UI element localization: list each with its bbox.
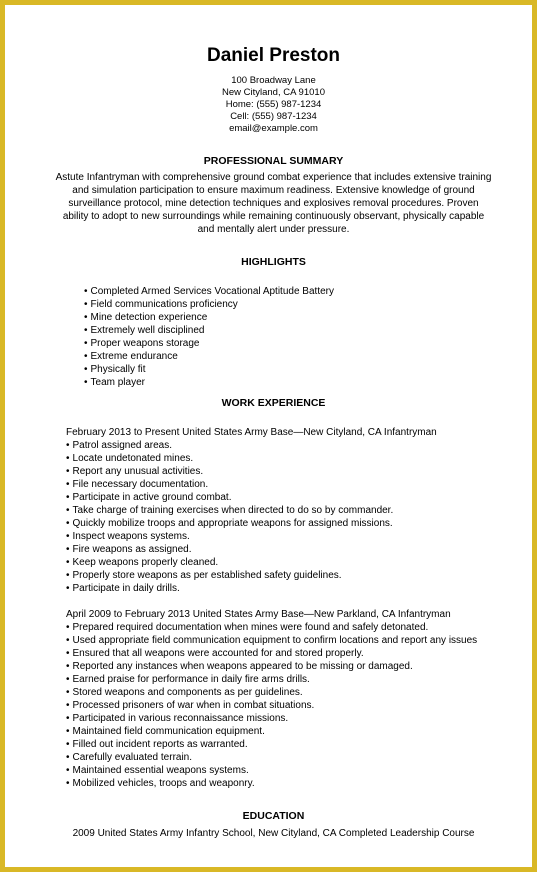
highlight-item: • Completed Armed Services Vocational Aptitude Battery <box>84 285 334 298</box>
education-entry: 2009 United States Army Infantry School, New Cityland, CA Completed Leadership Course <box>72 828 475 839</box>
highlight-item: • Extremely well disciplined <box>84 324 334 337</box>
resume-page <box>10 10 537 872</box>
candidate-name: Daniel Preston <box>206 45 341 66</box>
work-heading: WORK EXPERIENCE <box>221 397 326 409</box>
duty-item: • File necessary documentation. <box>66 478 393 491</box>
highlight-item: • Proper weapons storage <box>84 337 334 350</box>
highlight-item: • Physically fit <box>84 363 334 376</box>
duty-item: • Quickly mobilize troops and appropriate weapons for assigned missions. <box>66 517 393 530</box>
duty-item: • Take charge of training exercises when directed to do so by commander. <box>66 504 393 517</box>
duty-item: • Participated in various reconnaissance missions. <box>66 712 477 725</box>
contact-email: email@example.com <box>229 123 318 134</box>
education-heading: EDUCATION <box>242 810 305 822</box>
job-duties-list <box>66 621 477 790</box>
duty-item: • Processed prisoners of war when in combat situations. <box>66 699 477 712</box>
highlights-heading: HIGHLIGHTS <box>241 256 306 268</box>
contact-block <box>10 75 537 135</box>
highlight-item: • Field communications proficiency <box>84 298 334 311</box>
duty-item: • Report any unusual activities. <box>66 465 393 478</box>
duty-item: • Stored weapons and components as per guidelines. <box>66 686 477 699</box>
duty-item: • Reported any instances when weapons appeared to be missing or damaged. <box>66 660 477 673</box>
summary-heading: PROFESSIONAL SUMMARY <box>203 155 344 167</box>
duty-item: • Used appropriate field communication equipment to confirm locations and report any issues <box>66 634 477 647</box>
duty-item: • Locate undetonated mines. <box>66 452 393 465</box>
duty-item: • Filled out incident reports as warranted. <box>66 738 477 751</box>
job-duties-list <box>66 439 393 595</box>
highlight-item: • Extreme endurance <box>84 350 334 363</box>
highlight-item: • Team player <box>84 376 334 389</box>
contact-home-phone: Home: (555) 987-1234 <box>225 99 322 110</box>
highlights-list <box>84 285 334 389</box>
duty-item: • Prepared required documentation when mines were found and safely detonated. <box>66 621 477 634</box>
highlight-item: • Mine detection experience <box>84 311 334 324</box>
job-title: February 2013 to Present United States Army Base—New Cityland, CA Infantryman <box>66 427 437 438</box>
duty-item: • Participate in daily drills. <box>66 582 393 595</box>
duty-item: • Patrol assigned areas. <box>66 439 393 452</box>
duty-item: • Participate in active ground combat. <box>66 491 393 504</box>
contact-address: 100 Broadway Lane <box>231 75 316 86</box>
summary-text: Astute Infantryman with comprehensive ground combat experience that includes extensive training and simulation participation to ensure maximum readiness. Extensive knowledge of ground surveillance protocol, mine detection techniques and explosives removal procedures. Proven ability to adopt to new surroundings while remaining continuously observant, physically capable and mentally alert under pressure. <box>55 172 492 235</box>
duty-item: • Mobilized vehicles, troops and weaponry. <box>66 777 477 790</box>
duty-item: • Ensured that all weapons were accounted for and stored properly. <box>66 647 477 660</box>
duty-item: • Earned praise for performance in daily fire arms drills. <box>66 673 477 686</box>
job-title: April 2009 to February 2013 United States Army Base—New Parkland, CA Infantryman <box>66 609 451 620</box>
duty-item: • Maintained field communication equipment. <box>66 725 477 738</box>
duty-item: • Fire weapons as assigned. <box>66 543 393 556</box>
duty-item: • Properly store weapons as per established safety guidelines. <box>66 569 393 582</box>
duty-item: • Maintained essential weapons systems. <box>66 764 477 777</box>
contact-cell-phone: Cell: (555) 987-1234 <box>230 111 317 122</box>
duty-item: • Carefully evaluated terrain. <box>66 751 477 764</box>
duty-item: • Keep weapons properly cleaned. <box>66 556 393 569</box>
duty-item: • Inspect weapons systems. <box>66 530 393 543</box>
contact-city: New Cityland, CA 91010 <box>222 87 325 98</box>
